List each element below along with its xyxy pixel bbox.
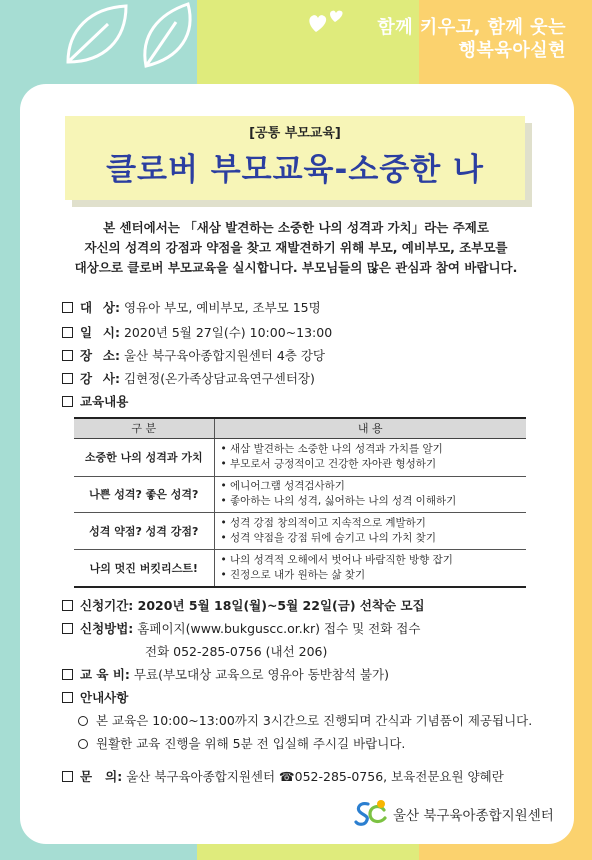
info-label: 일 시: <box>80 325 120 340</box>
application-period: 신청기간: 2020년 5월 18일(월)~5월 22일(금) 선착순 모집 <box>62 596 425 614</box>
info-place <box>62 346 325 364</box>
checkbox-icon <box>62 600 73 611</box>
info-label: 강 사: <box>80 371 120 386</box>
info-label: 대 상: <box>80 300 120 315</box>
checkbox-icon <box>62 350 73 361</box>
notice-item: 본 교육은 10:00~13:00까지 3시간으로 진행되며 간식과 기념품이 제공됩니다. <box>78 711 532 729</box>
page-title: 클로버 부모교육-소중한 나 <box>106 152 484 188</box>
intro-line-2: 자신의 성격의 강점과 약점을 찾고 재발견하기 위해 부모, 예비부모, 조부모를 <box>84 240 508 255</box>
table-description: • 성격 강점 창의적이고 지속적으로 계발하기 • 성격 약점을 강점 뒤에 숨기고 나의 가치 찾기 <box>214 512 526 549</box>
title-box <box>65 116 525 200</box>
info-value: 2020년 5월 27일(수) 10:00~13:00 <box>123 325 333 340</box>
organization-name: 울산 북구육아종합지원센터 <box>393 808 554 824</box>
application-phone: 전화 052-285-0756 (내선 206) <box>145 644 328 659</box>
checkbox-icon <box>62 669 73 680</box>
slogan-line-1: 함께 키우고, 함께 웃는 <box>377 17 566 38</box>
table-row <box>74 438 526 476</box>
info-value: 영유아 부모, 예비부모, 조부모 15명 <box>123 300 321 315</box>
intro-line-3: 대상으로 클로버 부모교육을 실시합니다. 부모님들의 많은 관심과 참여 바랍니다. <box>74 260 518 275</box>
application-method: 신청방법: 홈페이지(www.bukguscc.or.kr) 접수 및 전화 접수 <box>62 619 420 637</box>
info-label: 장 소: <box>80 348 120 363</box>
leaves-icon <box>60 0 200 70</box>
table-category: 나의 멋진 버킷리스트! <box>74 549 214 587</box>
checkbox-icon <box>62 373 73 384</box>
info-value: 김현정(온가족상담교육연구센터장) <box>123 371 315 386</box>
notice-item: 원활한 교육 진행을 위해 5분 전 입실해 주시길 바랍니다. <box>78 734 405 752</box>
table-description: • 새삼 발견하는 소중한 나의 성격과 가치를 알기 • 부모로서 긍정적이고 건강한 자아관 형성하기 <box>214 438 526 476</box>
table-row <box>74 549 526 587</box>
slogan <box>377 16 566 62</box>
notice-heading: 안내사항 <box>62 688 128 706</box>
center-logo-icon <box>354 798 390 828</box>
checkbox-icon <box>62 396 73 407</box>
table-header: 구 분 <box>74 418 214 438</box>
education-fee: 교 육 비: 무료(부모대상 교육으로 영유아 동반참석 불가) <box>62 665 389 683</box>
table-category: 소중한 나의 성격과 가치 <box>74 438 214 476</box>
intro-line-1: 본 센터에서는 「새삼 발견하는 소중한 나의 성격과 가치」라는 주제로 <box>103 220 489 235</box>
table-row <box>74 512 526 549</box>
table-description: • 에니어그램 성격검사하기 • 좋아하는 나의 성격, 싫어하는 나의 성격 이해하기 <box>214 476 526 512</box>
info-target <box>62 298 321 316</box>
checkbox-icon <box>62 692 73 703</box>
hearts-icon <box>308 6 348 34</box>
table-category: 성격 약점? 성격 강점? <box>74 512 214 549</box>
info-date <box>62 323 332 341</box>
info-value: 울산 북구육아종합지원센터 4층 강당 <box>123 348 325 363</box>
table-category: 나쁜 성격? 좋은 성격? <box>74 476 214 512</box>
circle-bullet-icon <box>78 739 88 749</box>
info-lecturer <box>62 369 315 387</box>
table-description: • 나의 성격적 오해에서 벗어나 바람직한 방향 잡기 • 진정으로 내가 원하는 삶 찾기 <box>214 549 526 587</box>
schedule-table <box>74 417 526 588</box>
slogan-line-2: 행복육아실현 <box>458 40 566 61</box>
title-tag: [공통 부모교육] <box>249 126 341 141</box>
checkbox-icon <box>62 327 73 338</box>
circle-bullet-icon <box>78 716 88 726</box>
info-content-heading: 교육내용 <box>62 392 128 410</box>
inquiry: 문 의: 울산 북구육아종합지원센터 ☎052-285-0756, 보육전문요원 양혜란 <box>62 767 504 785</box>
table-header: 내 용 <box>214 418 526 438</box>
checkbox-icon <box>62 771 73 782</box>
checkbox-icon <box>62 623 73 634</box>
table-row <box>74 476 526 512</box>
table-header-row <box>74 418 526 438</box>
checkbox-icon <box>62 302 73 313</box>
